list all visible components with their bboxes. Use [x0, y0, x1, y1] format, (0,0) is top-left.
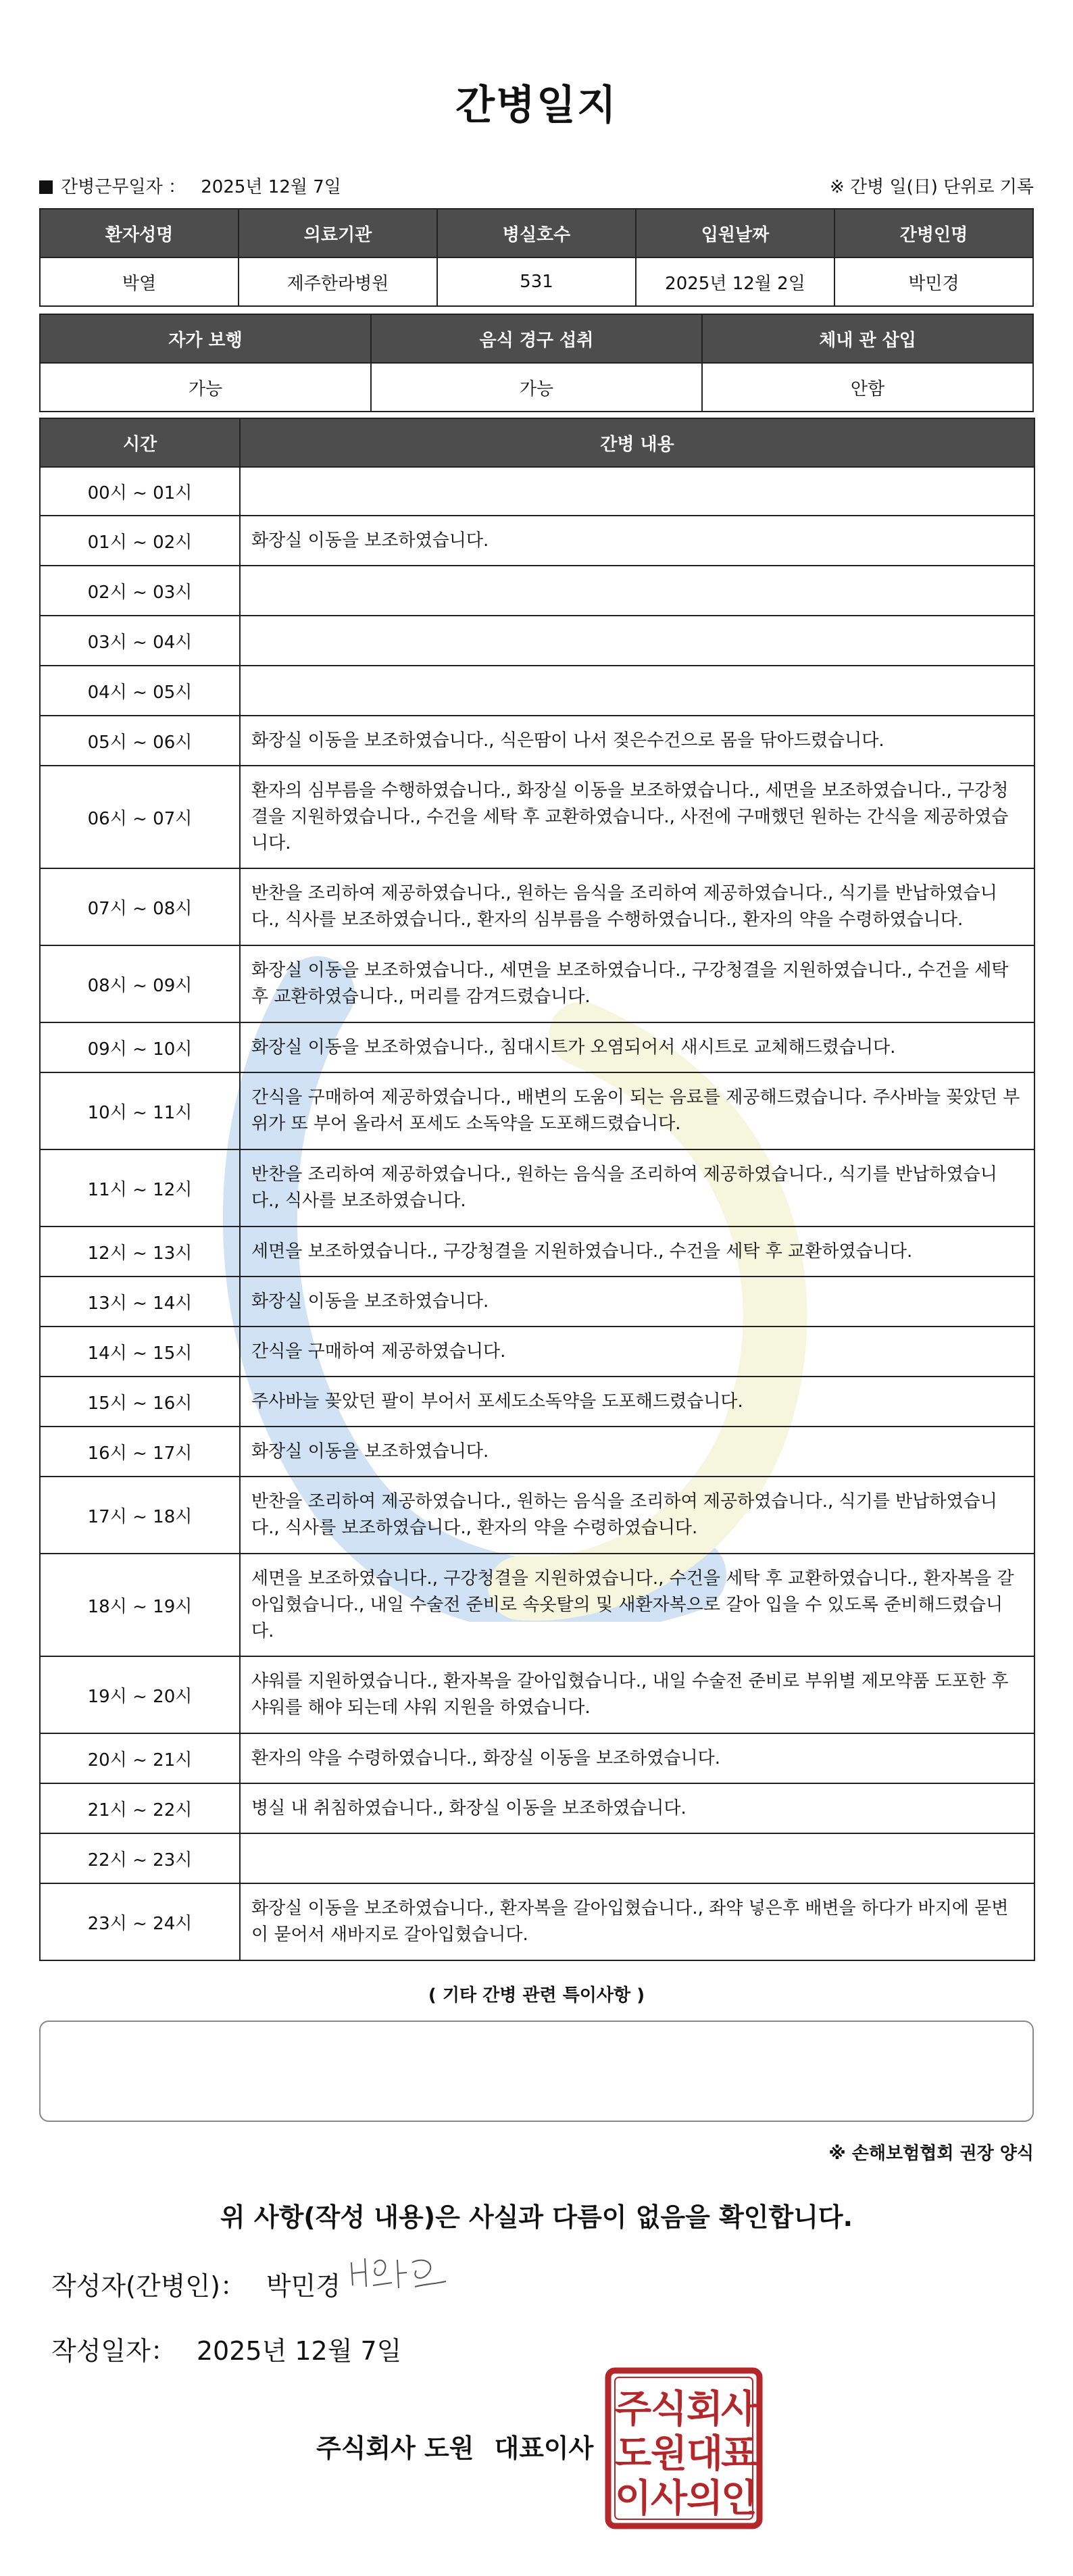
patient-name: 박열	[40, 257, 239, 306]
log-time-cell: 10시 ~ 11시	[40, 1072, 240, 1149]
log-time-cell: 14시 ~ 15시	[40, 1327, 240, 1377]
log-content-cell: 화장실 이동을 보조하였습니다., 환자복을 갈아입혔습니다., 좌약 넣은후 배변을 하다가 바지에 묻변이 묻어서 새바지로 갈아입혔습니다.	[240, 1883, 1034, 1960]
log-row	[40, 1477, 1034, 1554]
header-time: 시간	[40, 418, 240, 467]
log-row	[40, 1427, 1034, 1477]
log-row	[40, 467, 1034, 516]
log-body	[40, 467, 1034, 1960]
log-row	[40, 666, 1034, 716]
status-header-row	[40, 314, 1033, 363]
log-time-cell: 06시 ~ 07시	[40, 766, 240, 868]
log-content-cell: 주사바늘 꽂았던 팔이 부어서 포세도소독약을 도포해드렸습니다.	[240, 1377, 1034, 1427]
status-value-row	[40, 363, 1033, 412]
header-hospital: 의료기관	[239, 209, 437, 257]
svg-text:표: 표	[720, 2432, 758, 2476]
log-time-cell: 22시 ~ 23시	[40, 1833, 240, 1883]
document-title: 간병일지	[455, 82, 618, 129]
header-patient-name: 환자성명	[40, 209, 239, 257]
log-time-cell: 21시 ~ 22시	[40, 1783, 240, 1833]
admission-date: 2025년 12월 2일	[636, 257, 834, 306]
header-tube-insertion: 체내 관 삽입	[702, 314, 1033, 363]
log-row	[40, 945, 1034, 1022]
svg-text:대: 대	[686, 2432, 724, 2476]
log-time-cell: 07시 ~ 08시	[40, 868, 240, 945]
ceo-title: 대표이사	[494, 2433, 594, 2463]
log-time-cell: 16시 ~ 17시	[40, 1427, 240, 1477]
patient-status-table	[39, 314, 1034, 412]
log-time-cell: 05시 ~ 06시	[40, 716, 240, 766]
log-time-cell: 02시 ~ 03시	[40, 566, 240, 616]
log-time-cell: 01시 ~ 02시	[40, 516, 240, 566]
log-row	[40, 1733, 1034, 1783]
log-content-cell: 화장실 이동을 보조하였습니다.	[240, 1427, 1034, 1477]
svg-text:회: 회	[686, 2387, 724, 2431]
log-row	[40, 1833, 1034, 1883]
header-care-content: 간병 내용	[240, 418, 1034, 467]
log-content-cell: 반찬을 조리하여 제공하였습니다., 원하는 음식을 조리하여 제공하였습니다., 식기를 반납하였습니다., 식사를 보조하였습니다.	[240, 1149, 1034, 1227]
log-content-cell: 화장실 이동을 보조하였습니다.	[240, 1277, 1034, 1327]
company-name: 주식회사 도원	[316, 2433, 474, 2463]
header-self-walking: 자가 보행	[40, 314, 371, 363]
log-header-row	[40, 418, 1034, 467]
log-time-cell: 19시 ~ 20시	[40, 1656, 240, 1733]
log-content-cell: 반찬을 조리하여 제공하였습니다., 원하는 음식을 조리하여 제공하였습니다., 식기를 반납하였습니다., 식사를 보조하였습니다., 환자의 심부름을 수행하였습니다., 환자의 약을 수령하였습니다.	[240, 868, 1034, 945]
log-content-cell: 환자의 심부름을 수행하였습니다., 화장실 이동을 보조하였습니다., 세면을 보조하였습니다., 구강청결을 지원하였습니다., 수건을 세탁 후 교환하였습니다., 사전에 구매했던 원하는 간식을 제공하였습니다.	[240, 766, 1034, 868]
log-time-cell: 11시 ~ 12시	[40, 1149, 240, 1227]
log-row	[40, 766, 1034, 868]
log-row	[40, 566, 1034, 616]
svg-text:의: 의	[686, 2477, 724, 2521]
log-row	[40, 1377, 1034, 1427]
log-time-cell: 12시 ~ 13시	[40, 1227, 240, 1277]
log-time-cell: 09시 ~ 10시	[40, 1022, 240, 1072]
log-row	[40, 1554, 1034, 1656]
log-content-cell	[240, 1833, 1034, 1883]
confirmation-statement: 위 사항(작성 내용)은 사실과 다름이 없음을 확인합니다.	[220, 2202, 853, 2232]
meta-row	[39, 170, 1034, 200]
log-time-cell: 13시 ~ 14시	[40, 1277, 240, 1327]
log-content-cell	[240, 566, 1034, 616]
self-walking-value: 가능	[40, 363, 371, 412]
log-content-cell: 세면을 보조하였습니다., 구강청결을 지원하였습니다., 수건을 세탁 후 교환하였습니다., 환자복을 갈아입혔습니다., 내일 수술전 준비로 속옷탈의 및 새환자복으로 갈아 입을 수 있도록 준비해드렸습니다.	[240, 1554, 1034, 1656]
log-content-cell: 간식을 구매하여 제공하였습니다., 배변의 도움이 되는 음료를 제공해드렸습니다. 주사바늘 꽂았던 부위가 또 부어 올라서 포세도 소독약을 도포해드렸습니다.	[240, 1072, 1034, 1149]
writer-line	[51, 2265, 341, 2302]
recommended-form-note: ※ 손해보험협회 권장 양식	[828, 2144, 1034, 2164]
company-line	[316, 2427, 593, 2464]
hospital-name: 제주한라병원	[239, 257, 437, 306]
writer-label: 작성자(간병인)：	[51, 2271, 246, 2301]
log-content-cell: 화장실 이동을 보조하였습니다., 세면을 보조하였습니다., 구강청결을 지원하였습니다., 수건을 세탁 후 교환하였습니다., 머리를 감겨드렸습니다.	[240, 945, 1034, 1022]
log-row	[40, 1022, 1034, 1072]
header-oral-intake: 음식 경구 섭취	[371, 314, 702, 363]
svg-text:원: 원	[650, 2432, 688, 2476]
special-notes-title: ( 기타 간병 관련 특이사항 )	[428, 1985, 645, 2006]
log-content-cell	[240, 666, 1034, 716]
log-row	[40, 616, 1034, 666]
log-time-cell: 17시 ~ 18시	[40, 1477, 240, 1554]
svg-text:사: 사	[650, 2477, 688, 2521]
special-notes-box	[39, 2021, 1034, 2122]
log-time-cell: 08시 ~ 09시	[40, 945, 240, 1022]
log-content-cell	[240, 616, 1034, 666]
log-row	[40, 1783, 1034, 1833]
header-admission-date: 입원날짜	[636, 209, 834, 257]
hourly-care-log-table	[39, 418, 1035, 1961]
header-caregiver: 간병인명	[834, 209, 1033, 257]
log-time-cell: 00시 ~ 01시	[40, 467, 240, 516]
log-time-cell: 04시 ~ 05시	[40, 666, 240, 716]
written-date-value: 2025년 12월 7일	[196, 2336, 402, 2366]
record-unit-note: ※ 간병 일(日) 단위로 기록	[829, 176, 1034, 197]
work-date-value: 2025년 12월 7일	[201, 176, 341, 197]
log-content-cell: 화장실 이동을 보조하였습니다., 침대시트가 오염되어서 새시트로 교체해드렸습니다.	[240, 1022, 1034, 1072]
svg-text:식: 식	[650, 2387, 688, 2431]
patient-info-value-row	[40, 257, 1033, 306]
writer-name: 박민경	[266, 2271, 341, 2301]
handwritten-signature	[345, 2250, 453, 2298]
log-content-cell: 샤워를 지원하였습니다., 환자복을 갈아입혔습니다., 내일 수술전 준비로 부위별 제모약품 도포한 후 샤워를 해야 되는데 샤워 지원을 하였습니다.	[240, 1656, 1034, 1733]
log-content-cell: 환자의 약을 수령하였습니다., 화장실 이동을 보조하였습니다.	[240, 1733, 1034, 1783]
oral-intake-value: 가능	[371, 363, 702, 412]
log-content-cell: 화장실 이동을 보조하였습니다., 식은땀이 나서 젖은수건으로 몸을 닦아드렸습니다.	[240, 716, 1034, 766]
svg-text:사: 사	[720, 2387, 758, 2431]
work-date-label: 간병근무일자 ：	[61, 176, 186, 197]
log-time-cell: 23시 ~ 24시	[40, 1883, 240, 1960]
caregiver-name: 박민경	[834, 257, 1033, 306]
room-number: 531	[437, 257, 636, 306]
log-row	[40, 868, 1034, 945]
log-content-cell: 세면을 보조하였습니다., 구강청결을 지원하였습니다., 수건을 세탁 후 교환하였습니다.	[240, 1227, 1034, 1277]
log-time-cell: 03시 ~ 04시	[40, 616, 240, 666]
svg-text:주: 주	[614, 2387, 652, 2431]
log-row	[40, 1149, 1034, 1227]
written-date-label: 작성일자：	[51, 2336, 176, 2366]
log-row	[40, 1072, 1034, 1149]
log-row	[40, 1327, 1034, 1377]
written-date-line	[51, 2330, 401, 2367]
patient-info-header-row	[40, 209, 1033, 257]
header-room: 병실호수	[437, 209, 636, 257]
tube-insertion-value: 안함	[702, 363, 1033, 412]
svg-text:인: 인	[720, 2477, 758, 2521]
log-row	[40, 516, 1034, 566]
square-bullet-icon	[39, 180, 53, 194]
log-content-cell: 병실 내 취침하였습니다., 화장실 이동을 보조하였습니다.	[240, 1783, 1034, 1833]
svg-text:도: 도	[614, 2432, 652, 2476]
log-content-cell: 화장실 이동을 보조하였습니다.	[240, 516, 1034, 566]
log-row	[40, 716, 1034, 766]
log-row	[40, 1883, 1034, 1960]
log-row	[40, 1277, 1034, 1327]
work-date	[39, 173, 341, 198]
log-time-cell: 20시 ~ 21시	[40, 1733, 240, 1783]
log-time-cell: 15시 ~ 16시	[40, 1377, 240, 1427]
log-content-cell: 반찬을 조리하여 제공하였습니다., 원하는 음식을 조리하여 제공하였습니다., 식기를 반납하였습니다., 식사를 보조하였습니다., 환자의 약을 수령하였습니다.	[240, 1477, 1034, 1554]
log-content-cell	[240, 467, 1034, 516]
log-time-cell: 18시 ~ 19시	[40, 1554, 240, 1656]
patient-info-table	[39, 208, 1034, 307]
company-seal-stamp	[604, 2367, 764, 2530]
log-content-cell: 간식을 구매하여 제공하였습니다.	[240, 1327, 1034, 1377]
log-row	[40, 1656, 1034, 1733]
svg-text:이: 이	[614, 2477, 652, 2521]
log-row	[40, 1227, 1034, 1277]
